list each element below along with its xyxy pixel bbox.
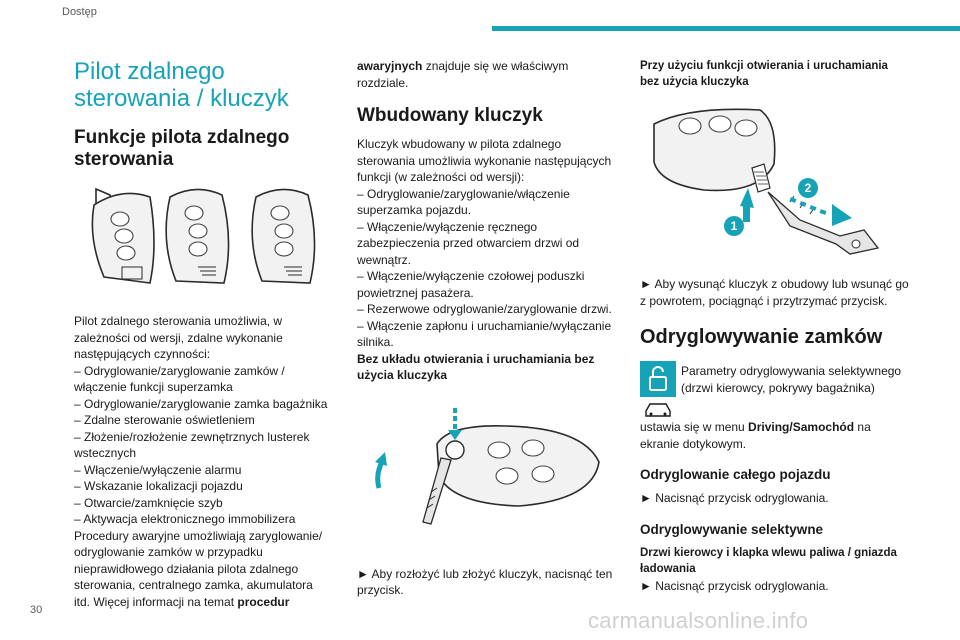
remote-keys-illustration [74, 185, 344, 297]
section-heading-unlocking: Odryglowywanie zamków [640, 326, 883, 348]
text-line: – Odryglowanie/zaryglowanie zamka bagażnika [74, 396, 328, 411]
text-line: – Odryglowanie/zaryglowanie/włączenie [357, 186, 570, 201]
extract-key-instruction: ► Aby wysunąć kluczyk z obudowy lub wsunąć go z powrotem, pociągnąć i przytrzymać przycisk. [640, 277, 909, 308]
text-line: – Włączenie/wyłączenie alarmu [74, 462, 242, 477]
unlock-icon [640, 361, 676, 397]
text-line: superzamka pojazdu. [357, 203, 472, 217]
subheading-without-keyless: Bez układu otwierania i uruchamiania bez użycia kluczyka [357, 351, 595, 382]
text-line: wewnątrz. [357, 252, 412, 267]
key-extraction-illustration [640, 102, 910, 262]
text-line: – Otwarcie/zamknięcie szyb [74, 495, 223, 510]
text-line: – Złożenie/rozłożenie zewnętrznych lusterek [74, 429, 310, 444]
functions-text [74, 313, 344, 610]
text-line: – Aktywacja elektronicznego immobilizera [74, 512, 296, 526]
text-line: sterowania umożliwia wykonanie następujących [357, 153, 612, 168]
section-heading-functions: Funkcje pilota zdalnego sterowania [74, 127, 290, 170]
callout-1: 1 [730, 219, 738, 233]
selective-unlock-note [640, 361, 910, 419]
page-title: Pilot zdalnego sterowania / kluczyk [74, 58, 289, 112]
unfold-instruction: ► Aby rozłożyć lub złożyć kluczyk, nacisnąć ten przycisk. [357, 566, 613, 597]
header-accent-bar [492, 26, 960, 31]
column-2 [357, 58, 619, 599]
text-line: silnika. [357, 335, 394, 349]
text-line: – Rezerwowe odryglowanie/zaryglowanie drzwi. [357, 302, 612, 316]
menu-path-text [640, 419, 910, 452]
subheading-selective-unlock: Odryglowywanie selektywne [640, 521, 824, 537]
text-line: Kluczyk wbudowany w pilota zdalnego [357, 137, 562, 151]
built-in-key-text [357, 136, 619, 384]
text-line: – Wskazanie lokalizacji pojazdu [74, 479, 243, 493]
continued-text [357, 58, 619, 91]
selective-params-text: Parametry odryglowywania selektywnego (drzwi kierowcy, pokrywy bagażnika) [681, 364, 902, 395]
text-line: – Zdalne sterowanie oświetleniem [74, 413, 255, 427]
text-line [74, 594, 344, 611]
text-line: następujących czynności: [74, 347, 211, 361]
text-line: powietrznej pasażera. [357, 285, 474, 300]
watermark: carmanualsonline.info [588, 608, 809, 633]
text-line: – Odryglowanie/zaryglowanie zamków / [74, 363, 285, 378]
text-fragment: na ekranie dotykowym. [640, 420, 871, 451]
car-icon [640, 399, 676, 419]
text-line: wstecznych [74, 446, 137, 460]
callout-2: 2 [804, 181, 812, 195]
text-line: włączenie funkcji superzamka [74, 380, 233, 394]
subheading-full-unlock: Odryglowanie całego pojazdu [640, 467, 831, 482]
text-line: zależności od wersji, zdalne wykonanie [74, 330, 283, 345]
page-number: 30 [30, 604, 43, 616]
text-line: – Włączenie zapłonu i uruchamianie/wyłączanie [357, 318, 612, 333]
text-line: odryglowanie zamków w przypadku [74, 545, 263, 559]
driver-door-fuel-flap: Drzwi kierowcy i klapka wlewu paliwa / gniazda ładowania [640, 546, 897, 575]
text-line: Pilot zdalnego sterowania umożliwia, w [74, 314, 283, 328]
text-fragment: ustawia się w menu [640, 420, 749, 434]
text-fragment: znajduje się we właściwym rozdziale. [357, 59, 569, 90]
text-fragment: itd. Więcej informacji na temat [74, 594, 238, 609]
note-icons [640, 361, 676, 419]
text-line: – Włączenie/wyłączenie ręcznego [357, 219, 538, 234]
column-1 [74, 56, 344, 610]
column-3 [640, 58, 910, 594]
emergency-procedures-ref: procedur [237, 594, 290, 609]
subheading-keyless: Przy użyciu funkcji otwierania i uruchamiania bez użycia kluczyka [640, 60, 888, 88]
text-line: nieprawidłowego działania pilota zdalnego [74, 561, 299, 576]
text-line: – Włączenie/wyłączenie czołowej poduszki [357, 269, 585, 283]
section-heading-built-in-key: Wbudowany kluczyk [357, 105, 543, 126]
menu-path: Driving/Samochód [748, 420, 855, 434]
flip-key-illustration [357, 396, 619, 554]
section-label: Dostęp [62, 6, 97, 18]
emergency-procedures-ref-cont: awaryjnych [357, 59, 423, 73]
selective-unlock-step: ► Nacisnąć przycisk odryglowania. [640, 578, 829, 593]
text-line: sterowania, centralnego zamka, akumulatora [74, 578, 313, 592]
text-line: zabezpieczenia przed otwarciem drzwi od [357, 236, 580, 250]
text-line: Procedury awaryjne umożliwiają zaryglowanie/ [74, 528, 323, 543]
text-line: funkcji (w zależności od wersji): [357, 170, 525, 184]
full-unlock-step: ► Nacisnąć przycisk odryglowania. [640, 491, 829, 505]
